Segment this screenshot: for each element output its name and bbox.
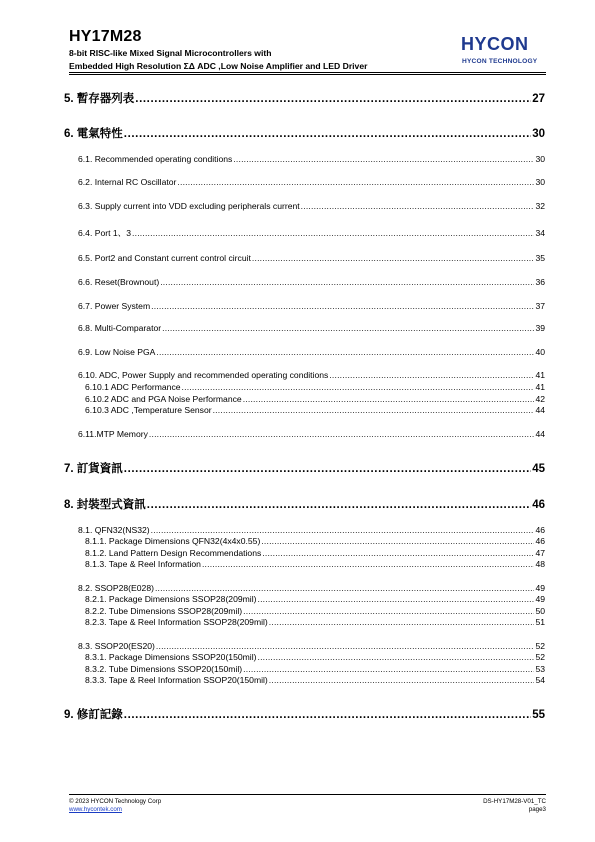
toc-entry-page: 49	[535, 594, 545, 604]
toc-entry-label: 6.10. ADC, Power Supply and recommended operating conditions	[78, 370, 329, 380]
toc-entry[interactable]	[64, 90, 545, 106]
toc-entry-label: 8.3.3. Tape & Reel Information SSOP20(150mil)	[85, 675, 268, 685]
toc-dot-leader	[147, 499, 531, 511]
toc-entry-page: 37	[535, 301, 545, 311]
header-rule-second	[69, 74, 546, 75]
toc-dot-leader	[156, 641, 535, 651]
toc-entry[interactable]	[85, 617, 545, 627]
toc-entry[interactable]	[78, 201, 545, 211]
toc-entry-label: 6.9. Low Noise PGA	[78, 347, 156, 357]
toc-dot-leader	[257, 652, 534, 662]
document-subtitle-line2: Embedded High Resolution ΣΔ ADC ,Low Noise Amplifier and LED Driver	[69, 61, 368, 71]
toc-entry-page: 50	[535, 606, 545, 616]
toc-entry-label: 9. 修訂記錄	[64, 709, 123, 721]
toc-entry-page: 55	[532, 709, 545, 721]
toc-entry-label: 8.3.2. Tube Dimensions SSOP20(150mil)	[85, 664, 243, 674]
toc-dot-leader	[124, 709, 531, 721]
toc-dot-leader	[233, 154, 534, 164]
toc-entry-page: 44	[535, 429, 545, 439]
toc-entry-page: 40	[535, 347, 545, 357]
toc-entry[interactable]	[78, 429, 545, 439]
footer-doc-id: DS-HY17M28-V01_TC	[483, 798, 546, 805]
toc-dot-leader	[155, 583, 534, 593]
toc-dot-leader	[202, 559, 535, 569]
document-title: HY17M28	[69, 28, 142, 45]
toc-entry-label: 6.11.MTP Memory	[78, 429, 148, 439]
toc-entry-label: 8.1.1. Package Dimensions QFN32(4x4x0.55)	[85, 536, 261, 546]
toc-entry[interactable]	[85, 394, 545, 404]
header-rule	[69, 72, 546, 73]
toc-dot-leader	[257, 594, 534, 604]
toc-entry-page: 30	[532, 128, 545, 140]
toc-dot-leader	[243, 664, 534, 674]
toc-entry[interactable]	[64, 496, 545, 512]
toc-dot-leader	[261, 536, 534, 546]
toc-entry[interactable]	[78, 641, 545, 651]
toc-entry[interactable]	[85, 548, 545, 558]
toc-entry-label: 6.6. Reset(Brownout)	[78, 277, 160, 287]
toc-dot-leader	[151, 301, 534, 311]
toc-entry-page: 46	[535, 536, 545, 546]
toc-dot-leader	[269, 617, 535, 627]
toc-entry-label: 6.2. Internal RC Oscillator	[78, 177, 177, 187]
toc-dot-leader	[151, 525, 535, 535]
toc-dot-leader	[124, 463, 531, 475]
logo-tagline: HYCON TECHNOLOGY	[462, 58, 538, 65]
toc-entry-label: 8.2.1. Package Dimensions SSOP28(209mil)	[85, 594, 257, 604]
toc-entry-label: 6.4. Port 1、3	[78, 228, 132, 238]
toc-entry-page: 52	[535, 641, 545, 651]
toc-entry-page: 52	[535, 652, 545, 662]
toc-dot-leader	[132, 228, 534, 238]
toc-entry[interactable]	[78, 301, 545, 311]
toc-entry-label: 5. 暫存器列表	[64, 93, 135, 105]
footer-rule	[69, 794, 546, 795]
toc-entry[interactable]	[78, 227, 545, 239]
toc-entry-page: 46	[532, 499, 545, 511]
toc-entry[interactable]	[85, 664, 545, 674]
toc-entry[interactable]	[85, 382, 545, 392]
toc-entry-page: 41	[535, 370, 545, 380]
toc-entry-page: 35	[535, 253, 545, 263]
toc-entry-page: 41	[535, 382, 545, 392]
toc-entry-label: 8.3. SSOP20(ES20)	[78, 641, 155, 651]
toc-entry[interactable]	[64, 460, 545, 476]
toc-entry-label: 8.3.1. Package Dimensions SSOP20(150mil)	[85, 652, 257, 662]
toc-entry-label: 8.2.3. Tape & Reel Information SSOP28(209mil)	[85, 617, 268, 627]
toc-entry-page: 34	[535, 228, 545, 238]
toc-entry[interactable]	[64, 706, 545, 722]
toc-entry-label: 8. 封裝型式資訊	[64, 499, 146, 511]
document-subtitle-line1: 8-bit RISC-like Mixed Signal Microcontrollers with	[69, 48, 272, 58]
footer-copyright: © 2023 HYCON Technology Corp	[69, 798, 162, 805]
footer-website-link[interactable]: www.hycontek.com	[69, 806, 122, 813]
toc-entry-page: 46	[535, 525, 545, 535]
toc-dot-leader	[182, 382, 535, 392]
toc-entry-page: 30	[535, 154, 545, 164]
footer-page-number: page3	[528, 806, 546, 813]
toc-entry-page: 30	[535, 177, 545, 187]
toc-entry-label: 6.10.1 ADC Performance	[85, 382, 181, 392]
toc-entry[interactable]	[85, 536, 545, 546]
toc-entry-label: 8.1. QFN32(NS32)	[78, 525, 150, 535]
toc-entry[interactable]	[78, 277, 545, 287]
toc-entry[interactable]	[78, 154, 545, 164]
hycon-logo	[461, 34, 547, 70]
toc-dot-leader	[177, 177, 534, 187]
toc-entry-label: 6.8. Multi-Comparator	[78, 323, 162, 333]
toc-entry-page: 42	[535, 394, 545, 404]
toc-entry-label: 6.3. Supply current into VDD excluding peripherals current	[78, 201, 300, 211]
toc-dot-leader	[329, 370, 534, 380]
toc-entry[interactable]	[85, 559, 545, 569]
toc-entry[interactable]	[78, 347, 545, 357]
toc-entry[interactable]	[78, 525, 545, 535]
toc-dot-leader	[243, 606, 534, 616]
toc-entry-page: 44	[535, 405, 545, 415]
toc-entry[interactable]	[85, 652, 545, 662]
toc-entry-label: 6.1. Recommended operating conditions	[78, 154, 233, 164]
toc-entry[interactable]	[85, 606, 545, 616]
toc-entry-label: 6.7. Power System	[78, 301, 151, 311]
toc-dot-leader	[156, 347, 534, 357]
toc-dot-leader	[243, 394, 535, 404]
toc-entry[interactable]	[78, 323, 545, 333]
footer-website-wrap	[69, 806, 122, 813]
toc-entry-label: 6. 電氣特性	[64, 128, 123, 140]
toc-dot-leader	[135, 93, 531, 105]
toc-entry-label: 8.2.2. Tube Dimensions SSOP28(209mil)	[85, 606, 243, 616]
toc-entry-page: 48	[535, 559, 545, 569]
toc-entry-page: 32	[535, 201, 545, 211]
toc-dot-leader	[269, 675, 535, 685]
toc-entry[interactable]	[78, 583, 545, 593]
toc-entry-label: 8.2. SSOP28(E028)	[78, 583, 154, 593]
toc-dot-leader	[162, 323, 534, 333]
toc-entry-label: 6.10.2 ADC and PGA Noise Performance	[85, 394, 242, 404]
toc-dot-leader	[213, 405, 535, 415]
toc-entry[interactable]	[64, 125, 545, 141]
toc-dot-leader	[149, 429, 535, 439]
toc-entry-page: 49	[535, 583, 545, 593]
toc-entry-page: 45	[532, 463, 545, 475]
toc-entry-page: 36	[535, 277, 545, 287]
toc-entry[interactable]	[85, 594, 545, 604]
toc-entry[interactable]	[85, 405, 545, 415]
toc-dot-leader	[262, 548, 534, 558]
toc-dot-leader	[124, 128, 531, 140]
toc-entry-page: 39	[535, 323, 545, 333]
toc-entry-page: 54	[535, 675, 545, 685]
toc-entry-page: 27	[532, 93, 545, 105]
toc-dot-leader	[160, 277, 534, 287]
logo-wordmark: HYCON	[461, 34, 529, 54]
toc-entry-page: 53	[535, 664, 545, 674]
toc-dot-leader	[301, 201, 535, 211]
toc-dot-leader	[252, 253, 535, 263]
toc-entry[interactable]	[78, 177, 545, 187]
toc-entry-label: 7. 訂貨資訊	[64, 463, 123, 475]
toc-entry-page: 51	[535, 617, 545, 627]
toc-entry[interactable]	[78, 370, 545, 380]
toc-entry-label: 6.5. Port2 and Constant current control circuit	[78, 253, 251, 263]
toc-entry-label: 8.1.3. Tape & Reel Information	[85, 559, 201, 569]
toc-entry-label: 6.10.3 ADC ,Temperature Sensor	[85, 405, 212, 415]
toc-entry-page: 47	[535, 548, 545, 558]
toc-entry[interactable]	[78, 253, 545, 263]
toc-entry-label: 8.1.2. Land Pattern Design Recommendations	[85, 548, 262, 558]
toc-entry[interactable]	[85, 675, 545, 685]
